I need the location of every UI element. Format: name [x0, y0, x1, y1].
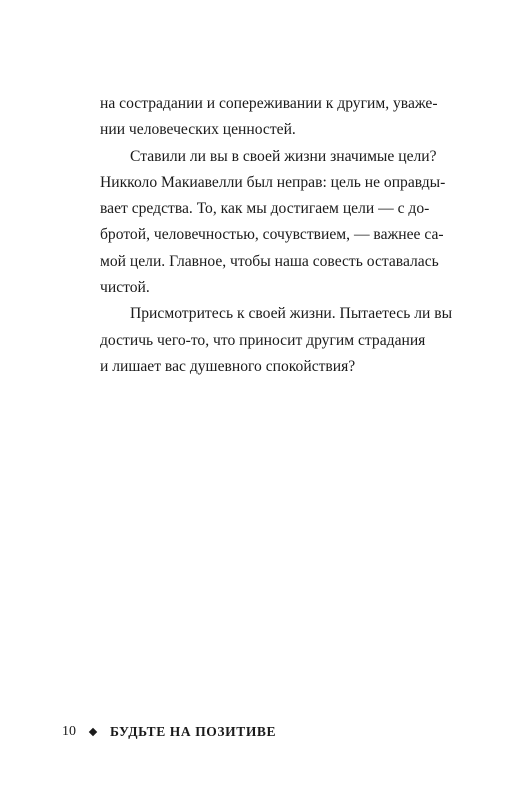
text-line: бротой, человечностью, сочувствием, — важнее са-	[100, 226, 444, 244]
text-line: Никколо Макиавелли был неправ: цель не оправды-	[100, 173, 446, 191]
page-footer	[62, 722, 276, 742]
running-title: БУДЬТЕ НА ПОЗИТИВЕ	[110, 724, 277, 739]
text-line: чистой.	[100, 279, 150, 297]
text-line: Ставили ли вы в своей жизни значимые цели?	[130, 147, 437, 165]
text-line: на сострадании и сопереживании к другим, уваже-	[100, 95, 438, 112]
text-line: и лишает вас душевного спокойствия?	[100, 357, 356, 375]
body-text	[100, 91, 453, 380]
text-line: нии человеческих ценностей.	[100, 121, 296, 139]
diamond-icon	[89, 728, 97, 736]
text-line: достичь чего-то, что приносит другим страдания	[100, 331, 426, 349]
text-line: мой цели. Главное, чтобы наша совесть оставалась	[100, 252, 439, 270]
text-line: вает средства. То, как мы достигаем цели — с до-	[100, 200, 430, 218]
page-number: 10	[62, 724, 76, 739]
text-line: Присмотритесь к своей жизни. Пытаетесь ли вы	[130, 305, 453, 323]
